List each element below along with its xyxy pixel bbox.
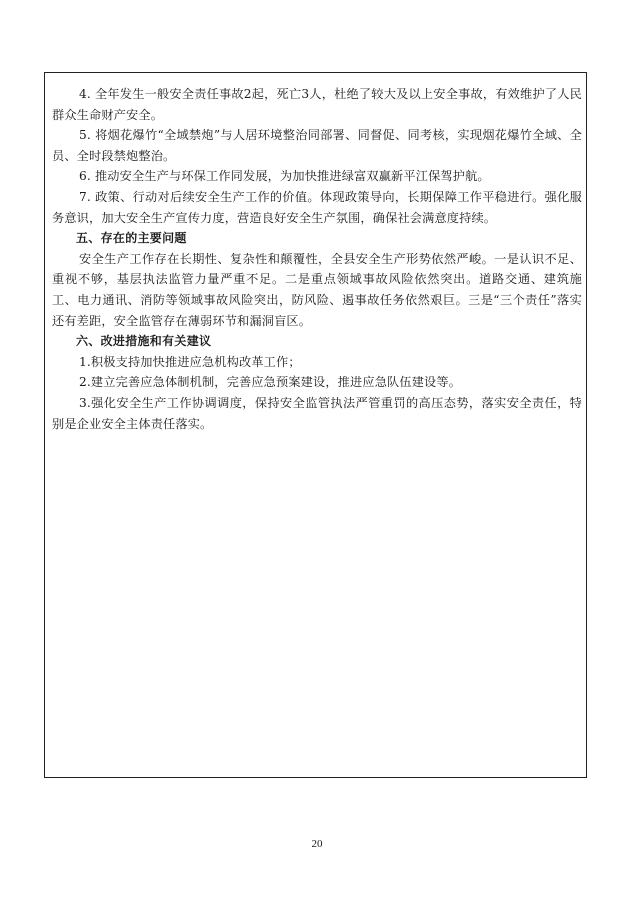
paragraph-item-7: 7. 政策、行动对后续安全生产工作的价值。体现政策导向，长期保障工作平稳进行。强化服务意识，加大安全生产宣传力度，营造良好安全生产氛围，确保社会满意度持续。 (52, 189, 582, 225)
section-problems-body: 安全生产工作存在长期性、复杂性和颠覆性，全县安全生产形势依然严峻。一是认识不足、重视不够，基层执法监管力量严重不足。二是重点领域事故风险依然突出。道路交通、建筑施工、电力通讯、消防等领域事故风险突出，防风险、遏事故任务依然艰巨。三是“三个责任”落实还有差距，安全监管存在薄弱环节和漏洞盲区。 (52, 251, 582, 328)
document-body (52, 84, 582, 434)
section-heading-problems: 五、存在的主要问题 (76, 231, 187, 246)
paragraph-item-5: 5. 将烟花爆竹“全域禁炮”与人居环境整治同部署、同督促、同考核，实现烟花爆竹全域、全员、全时段禁炮整治。 (52, 128, 582, 163)
paragraph-item-6: 6. 推动安全生产与环保工作同发展，为加快推进绿富双赢新平江保驾护航。 (79, 169, 490, 184)
measure-item-2: 2.建立完善应急体制机制，完善应急预案建设，推进应急队伍建设等。 (79, 375, 462, 390)
measure-item-1: 1.积极支持加快推进应急机构改革工作； (79, 354, 301, 369)
measure-item-3: 3.强化安全生产工作协调调度，保持安全监管执法严管重罚的高压态势，落实安全责任，特别是企业安全主体责任落实。 (52, 395, 582, 431)
paragraph-item-4: 4. 全年发生一般安全责任事故2起，死亡3人，杜绝了较大及以上安全事故，有效维护了人民群众生命财产安全。 (52, 87, 582, 122)
section-heading-measures: 六、改进措施和有关建议 (76, 334, 212, 349)
page-number: 20 (311, 838, 323, 850)
